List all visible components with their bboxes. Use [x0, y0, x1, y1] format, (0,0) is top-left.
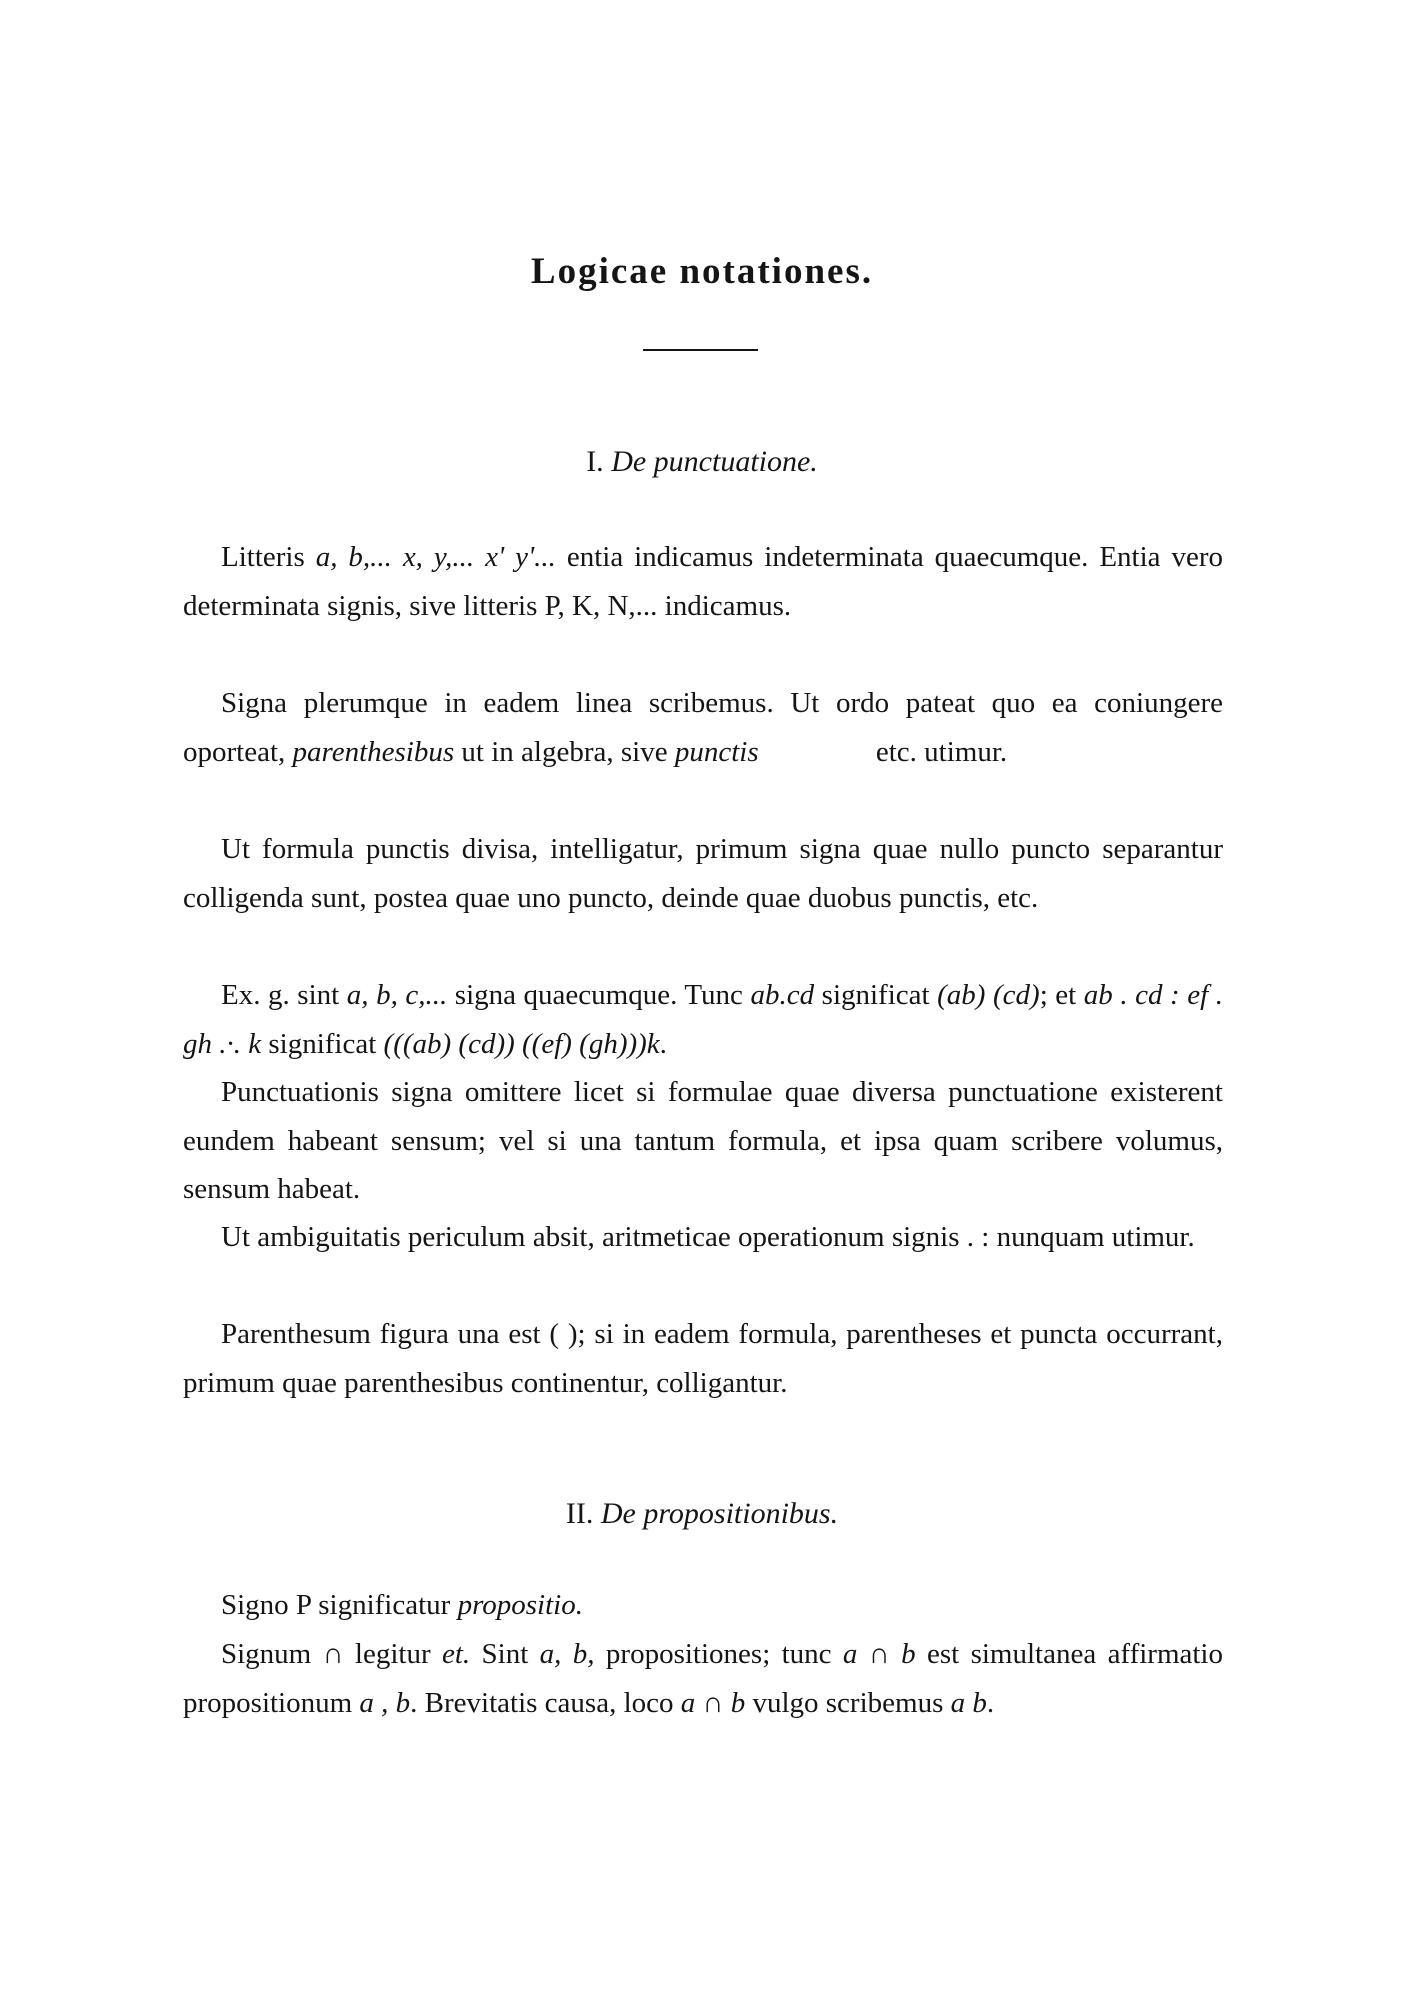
section-title: De propositionibus. — [600, 1497, 839, 1530]
text: est simultanea affirmatio propositionum — [183, 1638, 1223, 1719]
paragraph-3 — [183, 825, 1223, 922]
formula: ab.cd — [750, 979, 815, 1011]
emphasis: et. — [442, 1638, 471, 1670]
formula: a, b, c,... — [346, 979, 448, 1011]
text: significat — [814, 979, 938, 1011]
emphasis: parenthesibus — [292, 735, 455, 768]
text: Punctuationis signa omittere licet si formulae quae diversa punctuatione existerent eundem habeant sensum; vel si una tantum formula, et ipsa quam scribere volumus, sensum habeat. — [183, 1076, 1223, 1205]
formula: ab . cd : ef . gh .·. k — [183, 979, 1223, 1060]
text: Ex. g. sint — [221, 979, 347, 1011]
text: Ut ambiguitatis periculum absit, aritmeticae operationum signis . : nunquam utimur. — [221, 1221, 1195, 1253]
text: Sint — [470, 1638, 540, 1670]
text: entia indicamus indeterminata quaecumque. Entia vero determinata signis, sive litteris P, K, N,... indicamus. — [183, 541, 1224, 622]
text: ut in algebra, sive — [454, 735, 675, 768]
text: . — [659, 1027, 667, 1060]
title-divider — [643, 349, 758, 351]
paragraph-2 — [183, 679, 1223, 776]
page-title: Logicae notationes. — [530, 251, 874, 292]
paragraph-7 — [183, 1310, 1223, 1407]
text: . — [986, 1686, 995, 1719]
text: significat — [261, 1027, 384, 1060]
paragraph-8 — [183, 1581, 1223, 1630]
section-number: I. — [586, 445, 604, 478]
text: Signa plerumque in eadem linea scribemus. Ut ordo pateat quo ea coniungere oporteat, — [183, 687, 1223, 768]
paragraph-4 — [183, 971, 1223, 1068]
paragraph-1 — [183, 533, 1223, 630]
paragraph-5 — [183, 1068, 1223, 1214]
formula: a , b — [359, 1686, 411, 1719]
section-number: II. — [565, 1497, 594, 1530]
text: Parenthesum figura una est ( ); si in eadem formula, parentheses et puncta occurrant, primum quae parenthesibus continentur, colligantur. — [183, 1318, 1223, 1399]
text: signa quaecumque. Tunc — [447, 979, 751, 1011]
text: vulgo scribemus — [745, 1686, 951, 1719]
formula: a, b, — [539, 1638, 595, 1670]
formula: (ab) (cd) — [937, 979, 1040, 1011]
variables: a, b,... x, y,... x' y'... — [315, 541, 556, 573]
text: Signo P significatur — [221, 1589, 458, 1621]
paragraph-6 — [183, 1213, 1223, 1262]
formula: a ∩ b — [842, 1638, 916, 1670]
formula: (((ab) (cd)) ((ef) (gh)))k — [383, 1027, 660, 1060]
text: Ut formula punctis divisa, intelligatur, primum signa quae nullo puncto separantur colligenda sunt, postea quae uno puncto, deinde quae duobus punctis, etc. — [183, 833, 1223, 914]
formula: a ∩ b — [680, 1686, 746, 1719]
text: Signum ∩ legitur — [221, 1638, 442, 1670]
text: ; et — [1039, 979, 1084, 1011]
text: . Brevitatis causa, loco — [410, 1686, 681, 1719]
section-heading-2 — [0, 1497, 1404, 1531]
text: propositiones; tunc — [594, 1638, 843, 1670]
section-title: De punctuatione. — [611, 445, 818, 478]
emphasis: propositio. — [457, 1589, 583, 1621]
paragraph-9 — [183, 1630, 1223, 1727]
text: etc. utimur. — [868, 735, 1008, 768]
section-heading-1 — [0, 445, 1404, 479]
emphasis: punctis — [674, 735, 759, 768]
formula: a b — [950, 1686, 987, 1719]
text: Litteris — [221, 541, 316, 573]
